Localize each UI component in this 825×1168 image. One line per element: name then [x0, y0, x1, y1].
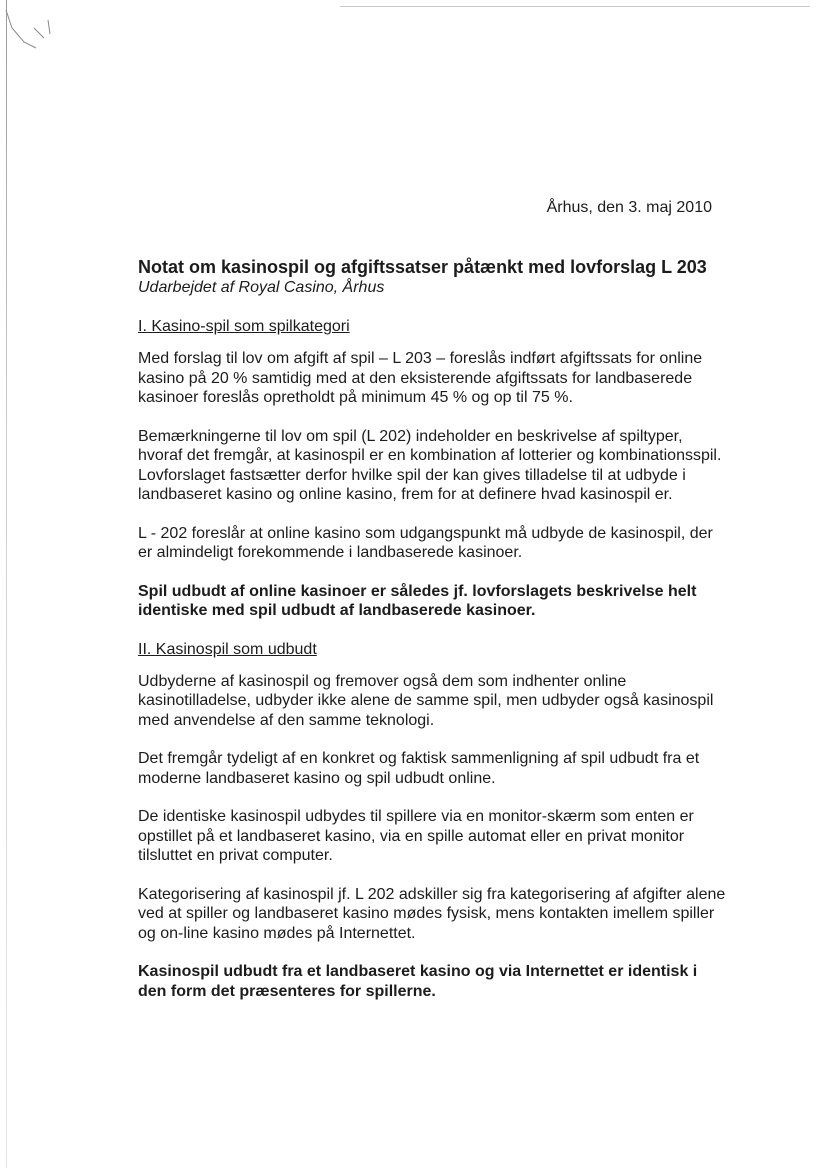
document-date: Århus, den 3. maj 2010 — [546, 199, 712, 216]
section-1-paragraph-1: Med forslag til lov om afgift af spil – L 203 – foreslås indført afgiftssats for online kasino på 20 % samtidig med at den eksisterende afgiftssats for landbaserede kasinoer foreslås opretholdt på minimum 45 % og op til 75 %. — [138, 350, 703, 406]
document-body — [138, 256, 728, 1020]
section-2-paragraph-4: Kategorisering af kasinospil jf. L 202 adskiller sig fra kategorisering af afgifter alene ved at spiller og landbaseret kasino mødes fysisk, mens kontakten imellem spiller og on-line kasino mødes på Internettet. — [138, 885, 726, 942]
section-2-conclusion: Kasinospil udbudt fra et landbaseret kasino og via Internettet er identisk i den form det præsenteres for spillerne. — [138, 963, 698, 1000]
scan-edge-top — [340, 6, 810, 7]
section-1-paragraph-3: L - 202 foreslår at online kasino som udgangspunkt må udbyde de kasinospil, der er almindeligt forekommende i landbaserede kasinoer. — [138, 524, 713, 561]
document-subtitle: Udarbejdet af Royal Casino, Århus — [138, 279, 385, 296]
section-2-paragraph-1: Udbyderne af kasinospil og fremover også dem som indhenter online kasinotilladelse, udbyder ikke alene de samme spil, men udbyder også kasinospil med anvendelse af den samme teknologi. — [138, 672, 714, 729]
scan-corner-mark — [4, 8, 56, 58]
document-title: Notat om kasinospil og afgiftssatser påtænkt med lovforslag L 203 — [138, 257, 707, 277]
scan-edge-left — [6, 0, 7, 1168]
section-1-paragraph-2: Bemærkningerne til lov om spil (L 202) indeholder en beskrivelse af spiltyper, hvoraf det fremgår, at kasinospil er en kombination af lotterier og kombinationsspil. Lovforslaget fastsætter derfor hvilke spil der kan gives tilladelse til at udbyde i landbaseret kasino og online kasino, frem for at definere hvad kasinospil er. — [138, 427, 722, 503]
section-2-paragraph-2: Det fremgår tydeligt af en konkret og faktisk sammenligning af spil udbudt fra et moderne landbaseret kasino og spil udbudt online. — [138, 750, 700, 787]
section-1-heading: I. Kasino-spil som spilkategori — [138, 318, 350, 335]
section-1-conclusion: Spil udbudt af online kasinoer er således jf. lovforslagets beskrivelse helt identiske med spil udbudt af landbaserede kasinoer. — [138, 582, 697, 619]
section-2-heading: II. Kasinospil som udbudt — [138, 640, 317, 658]
section-2-paragraph-3: De identiske kasinospil udbydes til spillere via en monitor-skærm som enten er opstillet på et landbaseret kasino, via en spille automat eller en privat monitor tilsluttet en privat computer. — [138, 808, 694, 864]
